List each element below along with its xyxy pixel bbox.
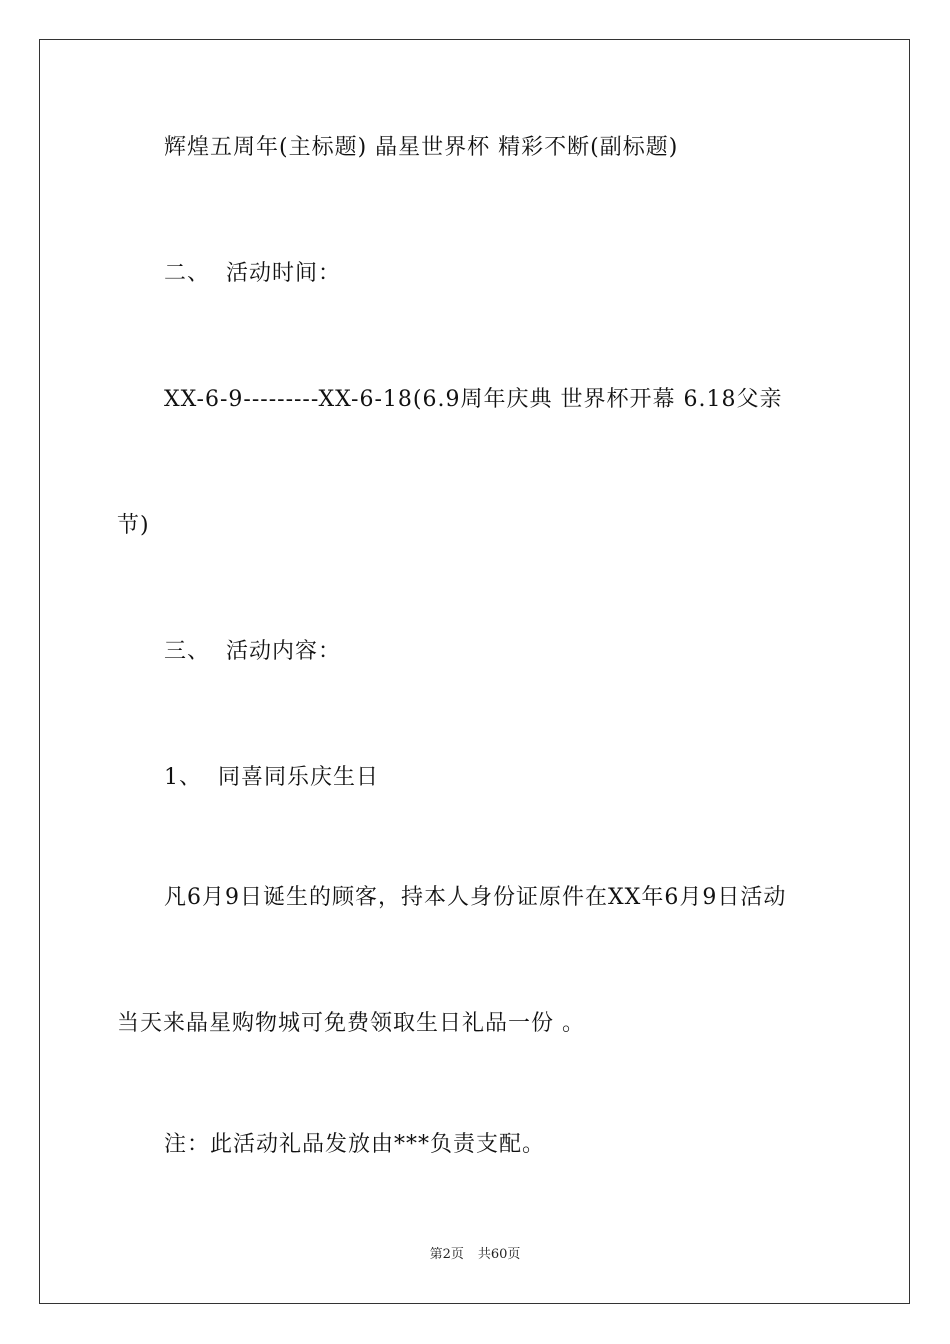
note-line: 注：此活动礼品发放由***负责支配。 (164, 1132, 546, 1157)
subsection-heading-birthday: 1、 同喜同乐庆生日 (164, 765, 379, 790)
page-total: 共60页 (477, 1247, 521, 1262)
page-number: 第2页 (429, 1247, 464, 1262)
title-line: 辉煌五周年(主标题) 晶星世界杯 精彩不断(副标题) (164, 135, 679, 160)
activity-time-line: XX-6-9---------XX-6-18(6.9周年庆典 世界杯开幕 6.18父亲 (164, 387, 783, 412)
page-border (39, 39, 910, 1304)
section-heading-time: 二、 活动时间： (164, 261, 341, 286)
page-footer (0, 1246, 950, 1264)
section-heading-content: 三、 活动内容： (164, 639, 341, 664)
activity-time-continuation: 节) (117, 513, 150, 538)
birthday-paragraph-line-2: 当天来晶星购物城可免费领取生日礼品一份 。 (117, 1011, 585, 1036)
birthday-paragraph-line-1: 凡6月9日诞生的顾客，持本人身份证原件在XX年6月9日活动 (164, 885, 787, 910)
